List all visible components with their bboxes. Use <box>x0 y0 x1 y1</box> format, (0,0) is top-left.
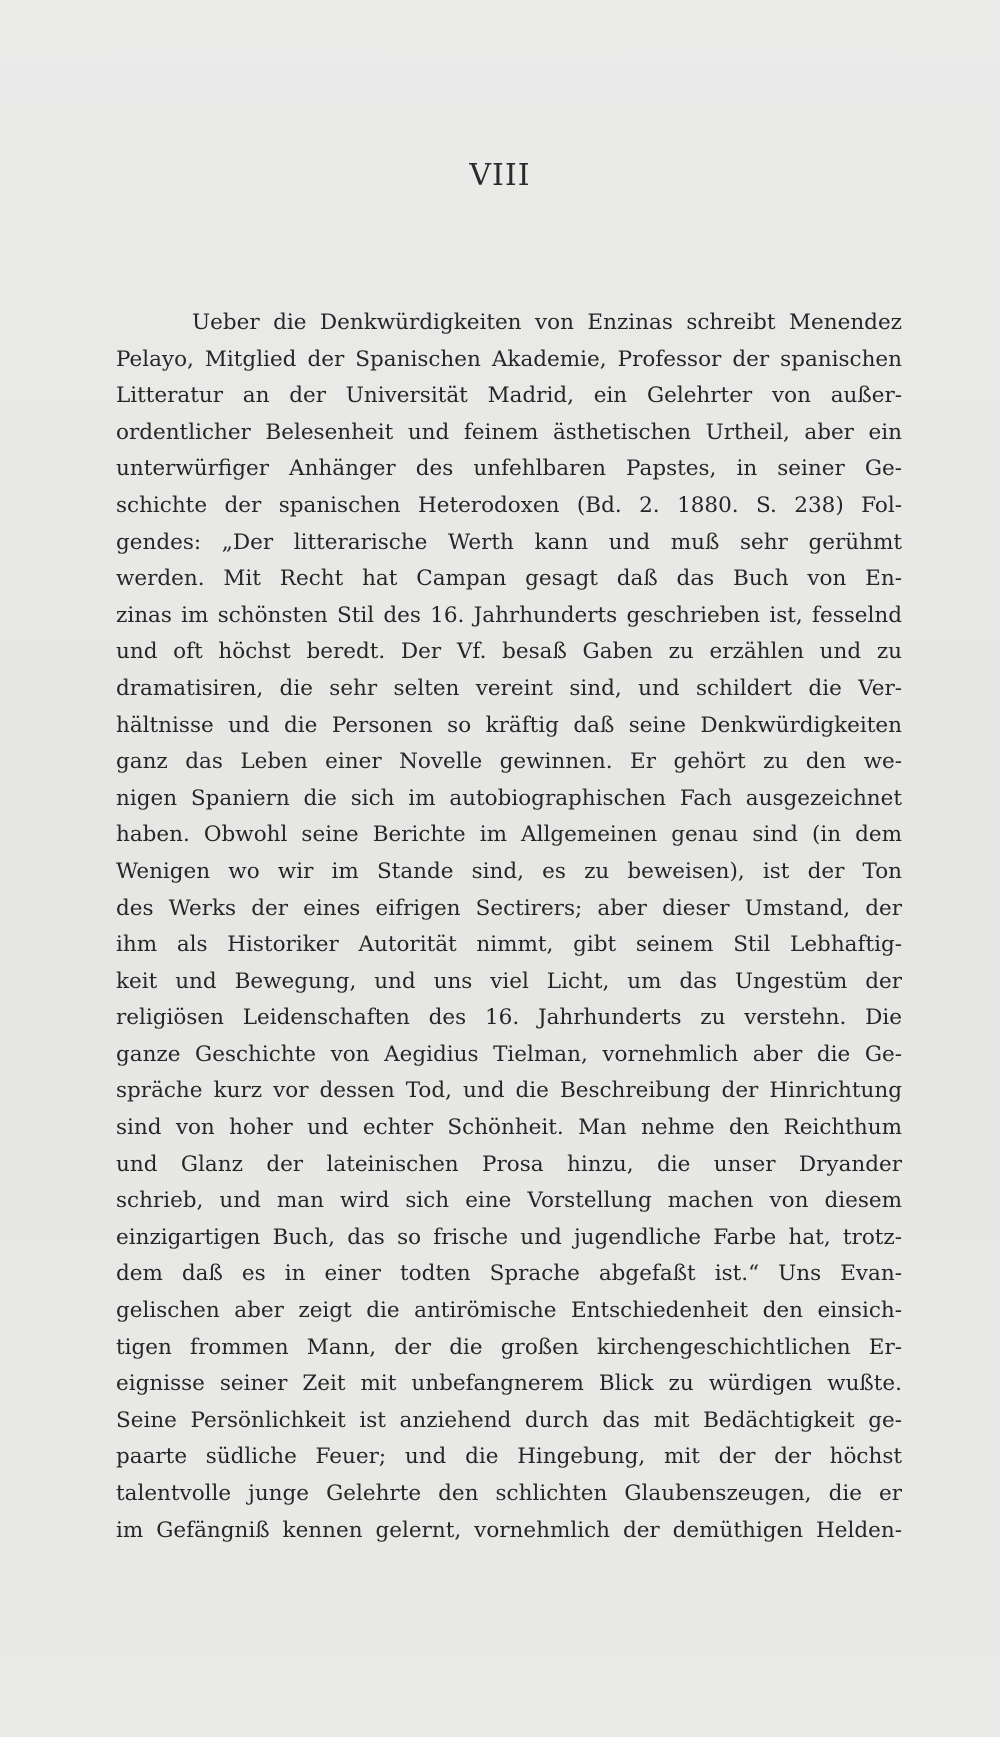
text-line: Litteratur an der Universität Madrid, ein Gelehrter von außer- <box>116 383 902 409</box>
text-line: ganz das Leben einer Novelle gewinnen. Er gehört zu den we- <box>116 749 902 775</box>
text-line: unterwürfiger Anhänger des unfehlbaren Papstes, in seiner Ge- <box>116 456 902 482</box>
text-line: Wenigen wo wir im Stande sind, es zu beweisen), ist der Ton <box>116 858 902 884</box>
text-line: keit und Bewegung, und uns viel Licht, um das Ungestüm der <box>116 968 902 994</box>
text-line: ganze Geschichte von Aegidius Tielman, vornehmlich aber die Ge- <box>116 1041 902 1067</box>
text-line: Pelayo, Mitglied der Spanischen Akademie, Professor der spanischen <box>116 346 902 372</box>
text-line: nigen Spaniern die sich im autobiographischen Fach ausgezeichnet <box>116 785 902 811</box>
page-number: VIII <box>469 158 531 193</box>
text-line: paarte südliche Feuer; und die Hingebung, mit der der höchst <box>116 1444 902 1470</box>
text-line: gelischen aber zeigt die antirömische Entschiedenheit den einsich- <box>116 1298 902 1324</box>
text-line: sind von hoher und echter Schönheit. Man nehme den Reichthum <box>116 1115 902 1141</box>
text-line: ihm als Historiker Autorität nimmt, gibt seinem Stil Lebhaftig- <box>116 932 902 958</box>
text-line: haben. Obwohl seine Berichte im Allgemeinen genau sind (in dem <box>116 822 902 848</box>
text-line: religiösen Leidenschaften des 16. Jahrhunderts zu verstehn. Die <box>116 1005 902 1031</box>
text-line: des Werks der eines eifrigen Sectirers; aber dieser Umstand, der <box>116 895 902 921</box>
text-line: eignisse seiner Zeit mit unbefangnerem Blick zu würdigen wußte. <box>116 1371 902 1397</box>
text-line: und Glanz der lateinischen Prosa hinzu, die unser Dryander <box>116 1151 902 1177</box>
text-line: gendes: „Der litterarische Werth kann und muß sehr gerühmt <box>116 529 902 555</box>
text-line: dem daß es in einer todten Sprache abgefaßt ist.“ Uns Evan- <box>116 1261 902 1287</box>
text-line: schrieb, und man wird sich eine Vorstellung machen von diesem <box>116 1188 902 1214</box>
text-line: talentvolle junge Gelehrte den schlichten Glaubenszeugen, die er <box>116 1481 902 1506</box>
text-line: einzigartigen Buch, das so frische und jugendliche Farbe hat, trotz- <box>116 1224 902 1250</box>
text-line: tigen frommen Mann, der die großen kirchengeschichtlichen Er- <box>116 1334 902 1360</box>
text-line: werden. Mit Recht hat Campan gesagt daß das Buch von En- <box>116 566 902 592</box>
text-line: spräche kurz vor dessen Tod, und die Beschreibung der Hinrichtung <box>116 1078 902 1104</box>
text-line: hältnisse und die Personen so kräftig daß seine Denkwürdigkeiten <box>116 712 902 738</box>
text-line: Ueber die Denkwürdigkeiten von Enzinas schreibt Menendez <box>192 310 902 335</box>
text-line: Seine Persönlichkeit ist anziehend durch das mit Bedächtigkeit ge- <box>116 1407 902 1433</box>
text-line: dramatisiren, die sehr selten vereint sind, und schildert die Ver- <box>116 675 902 701</box>
text-line: ordentlicher Belesenheit und feinem ästhetischen Urtheil, aber ein <box>116 419 902 445</box>
text-line: im Gefängniß kennen gelernt, vornehmlich der demüthigen Helden- <box>116 1517 902 1543</box>
body-text <box>116 305 902 1549</box>
text-line: schichte der spanischen Heterodoxen (Bd. 2. 1880. S. 238) Fol- <box>116 492 902 518</box>
text-line: zinas im schönsten Stil des 16. Jahrhunderts geschrieben ist, fesselnd <box>116 602 902 628</box>
text-line: und oft höchst beredt. Der Vf. besaß Gaben zu erzählen und zu <box>116 639 902 665</box>
